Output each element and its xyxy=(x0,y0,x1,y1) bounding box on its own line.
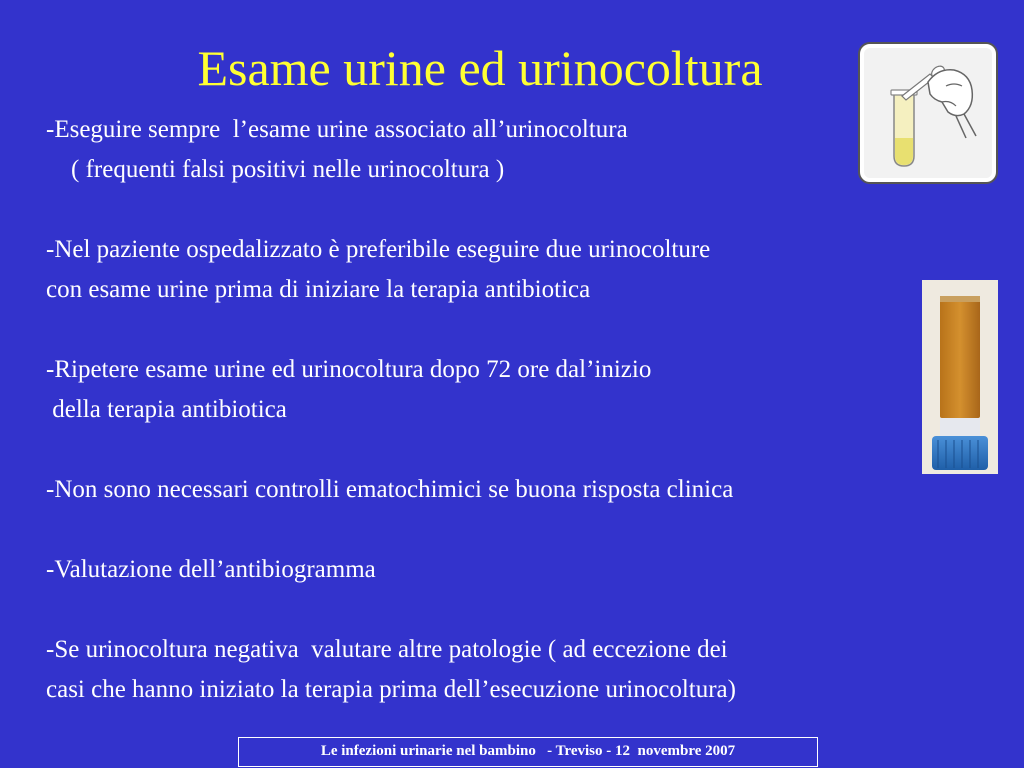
blank-line xyxy=(46,590,1006,630)
body-line: con esame urine prima di iniziare la terapia antibiotica xyxy=(46,276,591,303)
slide-footer: Le infezioni urinarie nel bambino - Treviso - 12 novembre 2007 xyxy=(238,737,818,767)
body-line: della terapia antibiotica xyxy=(46,396,287,423)
body-line: -Valutazione dell’antibiogramma xyxy=(46,556,376,583)
test-tube-dropper-icon xyxy=(860,44,996,182)
slide-body xyxy=(46,110,1006,710)
body-line: -Ripetere esame urine ed urinocoltura dopo 72 ore dal’inizio xyxy=(46,356,652,383)
body-line: -Non sono necessari controlli ematochimici se buona risposta clinica xyxy=(46,476,734,503)
urine-sample-cup-drawing xyxy=(922,280,998,474)
blank-line xyxy=(46,310,1006,350)
body-line: -Nel paziente ospedalizzato è preferibile eseguire due urinocolture xyxy=(46,236,711,263)
body-line: -Se urinocoltura negativa valutare altre patologie ( ad eccezione dei xyxy=(46,636,728,663)
urine-sample-cup-photo xyxy=(922,280,998,474)
blank-line xyxy=(46,430,1006,470)
blank-line xyxy=(46,190,1006,230)
blank-line xyxy=(46,510,1006,550)
body-line: casi che hanno iniziato la terapia prima dell’esecuzione urinocoltura) xyxy=(46,676,736,703)
body-line: ( frequenti falsi positivi nelle urinocoltura ) xyxy=(46,156,505,183)
slide-title: Esame urine ed urinocoltura xyxy=(197,40,763,96)
body-line: -Eseguire sempre l’esame urine associato all’urinocoltura xyxy=(46,116,628,143)
test-tube-dropper-drawing xyxy=(872,56,984,170)
